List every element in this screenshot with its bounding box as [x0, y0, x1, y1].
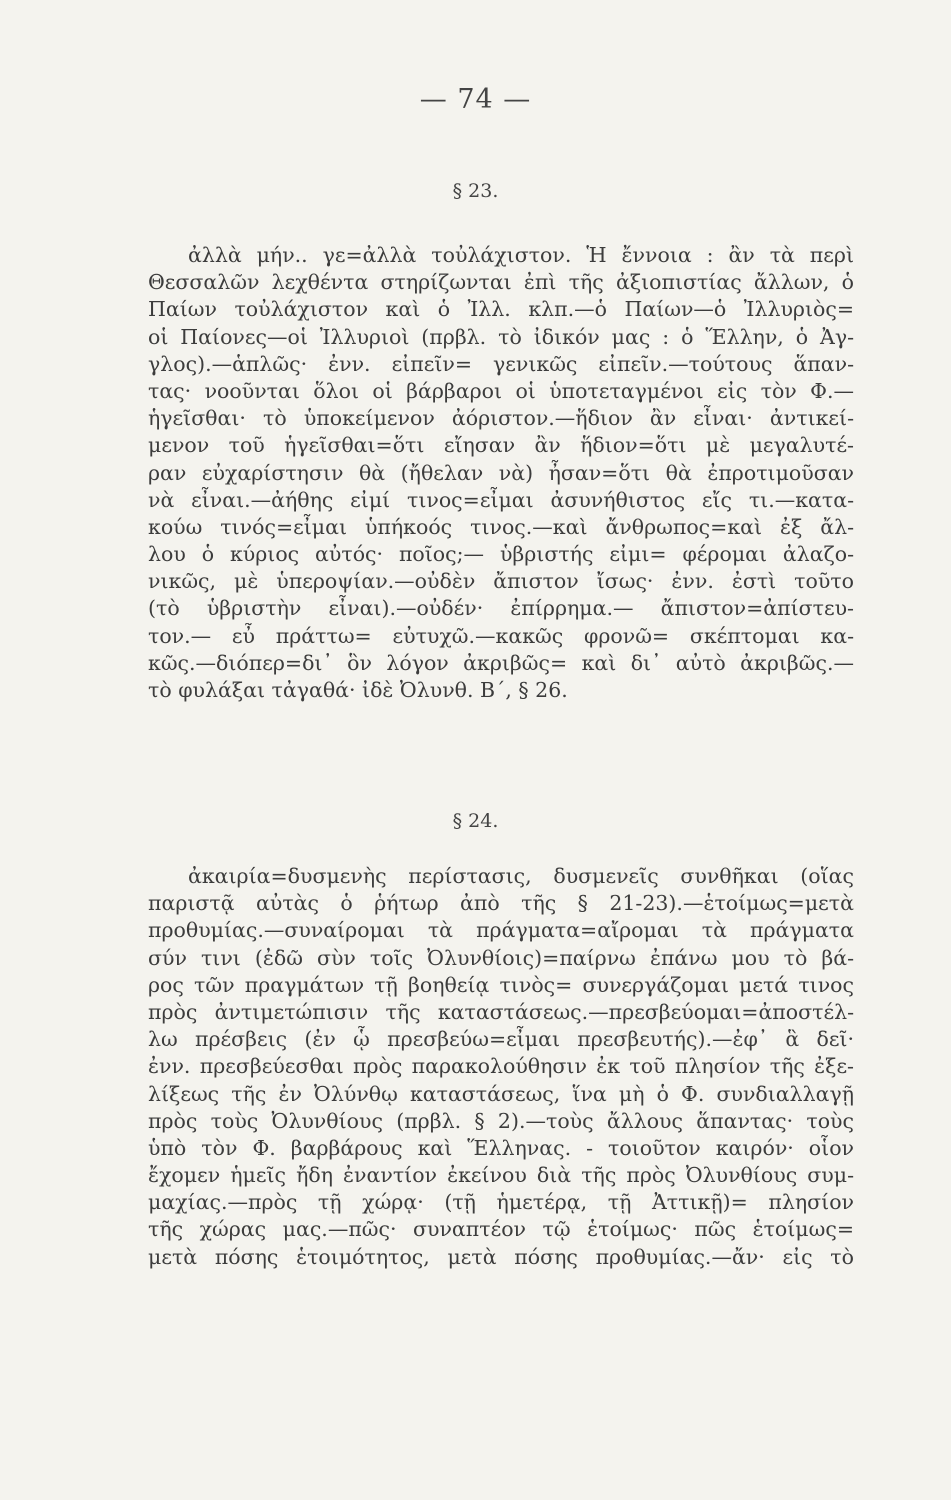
page-number-header: — 74 —	[419, 84, 532, 115]
section-heading-24: § 24.	[452, 810, 499, 832]
text-line: μενον τοῦ ἡγεῖσθαι=ὅτι εἴησαν ἂν ἥδιον=ὅτι μὲ μεγαλυτέ-	[148, 433, 854, 458]
text-line: γλος).—ἁπλῶς· ἐνν. εἰπεῖν= γενικῶς εἰπεῖν.—τούτους ἅπαν-	[148, 351, 854, 376]
text-line: ὑπὸ τὸν Φ. βαρβάρους καὶ Ἕλληνας. - τοιοῦτον καιρόν· οἷον	[148, 1135, 854, 1160]
text-line: ρος τῶν πραγμάτων τῇ βοηθείᾳ τινὸς= συνεργάζομαι μετά τινος	[148, 972, 854, 997]
text-line: ἔχομεν ἡμεῖς ἤδη ἐναντίον ἐκείνου διὰ τῆς πρὸς Ὀλυνθίους συμ-	[148, 1163, 854, 1188]
text-line: Παίων τοὐλάχιστον καὶ ὁ Ἰλλ. κλπ.—ὁ Παίων—ὁ Ἰλλυριὸς=	[148, 297, 854, 322]
text-line: λου ὁ κύριος αὐτός· ποῖος;— ὑβριστής εἰμι= φέρομαι ἀλαζο-	[148, 542, 854, 567]
text-line: πρὸς ἀντιμετώπισιν τῆς καταστάσεως.—πρεσβεύομαι=ἀποστέλ-	[148, 999, 854, 1024]
section-heading-23: § 23.	[452, 180, 499, 202]
text-line: τὸ φυλάξαι τἀγαθά· ἰδὲ Ὀλυνθ. Β΄, § 26.	[148, 678, 568, 702]
text-line: κῶς.—διόπερ=δι᾽ ὃν λόγον ἀκριβῶς= καὶ δι᾽ αὐτὸ ἀκριβῶς.—	[148, 650, 854, 675]
text-line: πρὸς τοὺς Ὀλυνθίους (πρβλ. § 2).—τοὺς ἄλλους ἅπαντας· τοὺς	[148, 1108, 854, 1133]
text-line: ἡγεῖσθαι· τὸ ὑποκείμενον ἀόριστον.—ἥδιον ἂν εἶναι· ἀντικεί-	[148, 406, 854, 431]
text-line: ἀλλὰ μήν.. γε=ἀλλὰ τοὐλάχιστον. Ἡ ἔννοια : ἂν τὰ περὶ	[188, 243, 854, 267]
commentary-paragraph-24	[148, 863, 854, 1271]
text-line: ἐνν. πρεσβεύεσθαι πρὸς παρακολούθησιν ἐκ τοῦ πλησίον τῆς ἐξε-	[148, 1054, 854, 1079]
text-line: οἱ Παίονες—οἱ Ἰλλυριοὶ (πρβλ. τὸ ἰδικόν μας : ὁ Ἕλλην, ὁ Ἀγ-	[148, 324, 854, 349]
text-line: προθυμίας.—συναίρομαι τὰ πράγματα=αἴρομαι τὰ πράγματα	[148, 918, 854, 943]
text-line: (τὸ ὑβριστὴν εἶναι).—οὐδέν· ἐπίρρημα.— ἄπιστον=ἀπίστευ-	[148, 596, 854, 621]
text-line: τον.— εὖ πράττω= εὐτυχῶ.—κακῶς φρονῶ= σκέπτομαι κα-	[148, 623, 854, 648]
text-line: ἀκαιρία=δυσμενὴς περίστασις, δυσμενεῖς συνθῆκαι (οἵας	[188, 864, 854, 888]
text-line: νικῶς, μὲ ὑπεροψίαν.—οὐδὲν ἄπιστον ἴσως· ἐνν. ἐστὶ τοῦτο	[148, 569, 854, 594]
text-line: ραν εὐχαρίστησιν θὰ (ἤθελαν νὰ) ἦσαν=ὅτι θὰ ἐπροτιμοῦσαν	[148, 460, 854, 485]
text-line: τας· νοοῦνται ὅλοι οἱ βάρβαροι οἱ ὑποτεταγμένοι εἰς τὸν Φ.—	[148, 378, 854, 403]
text-line: λω πρέσβεις (ἐν ᾧ πρεσβεύω=εἶμαι πρεσβευτής).—ἐφ᾽ ἃ δεῖ·	[148, 1027, 854, 1052]
text-line: παριστᾷ αὐτὰς ὁ ῥήτωρ ἀπὸ τῆς § 21-23).—ἑτοίμως=μετὰ	[148, 891, 854, 916]
text-line: νὰ εἶναι.—ἀήθης εἰμί τινος=εἶμαι ἀσυνήθιστος εἴς τι.—κατα-	[148, 487, 854, 512]
text-line: μαχίας.—πρὸς τῇ χώρᾳ· (τῇ ἡμετέρᾳ, τῇ Ἀττικῇ)= πλησίον	[148, 1190, 854, 1215]
text-line: λίξεως τῆς ἐν Ὀλύνθῳ καταστάσεως, ἵνα μὴ ὁ Φ. συνδιαλλαγῇ	[148, 1081, 854, 1106]
text-line: μετὰ πόσης ἑτοιμότητος, μετὰ πόσης προθυμίας.—ἄν· εἰς τὸ	[148, 1244, 854, 1269]
text-line: Θεσσαλῶν λεχθέντα στηρίζωνται ἐπὶ τῆς ἀξιοπιστίας ἄλλων, ὁ	[148, 270, 854, 295]
text-line: σύν τινι (ἐδῶ σὺν τοῖς Ὀλυνθίοις)=παίρνω ἐπάνω μου τὸ βά-	[148, 945, 854, 970]
text-line: τῆς χώρας μας.—πῶς· συναπτέον τῷ ἑτοίμως· πῶς ἑτοίμως=	[148, 1217, 854, 1242]
text-line: κούω τινός=εἶμαι ὑπήκοός τινος.—καὶ ἄνθρωπος=καὶ ἐξ ἄλ-	[148, 514, 854, 539]
commentary-paragraph-23	[148, 242, 854, 704]
